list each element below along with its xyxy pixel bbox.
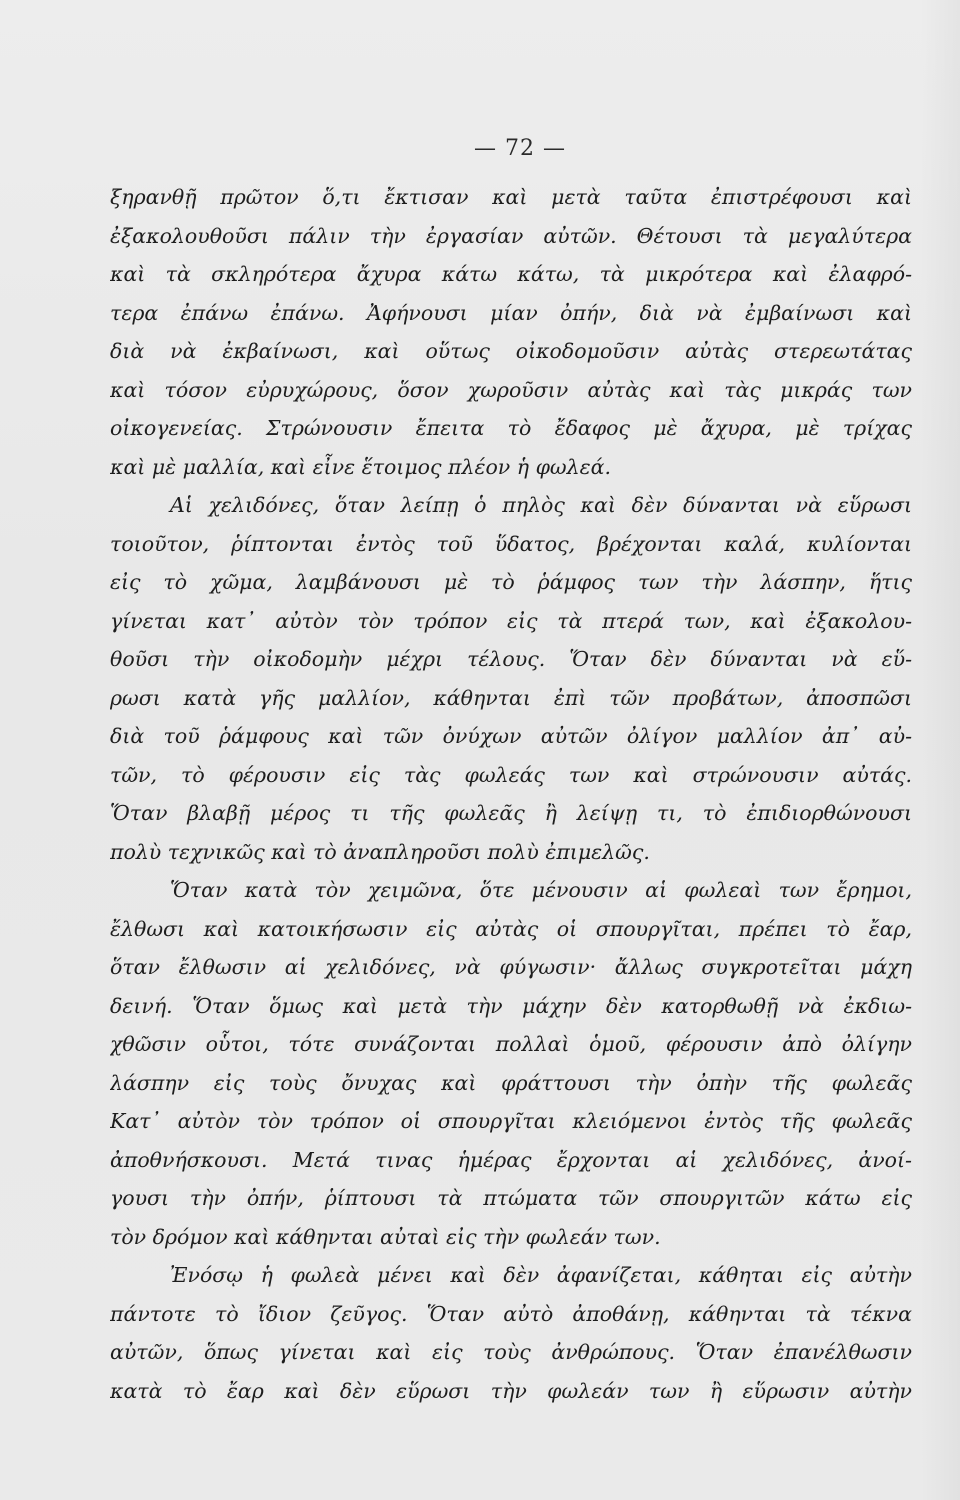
text-line: Ὅταν βλαβῇ μέρος τι τῆς φωλεᾶς ἢ λείψῃ τι, τὸ ἐπιδιορθώνουσι (110, 801, 912, 825)
text-line: πολὺ τεχνικῶς καὶ τὸ ἀναπληροῦσι πολὺ ἐπιμελῶς. (110, 839, 650, 864)
text-line: διὰ νὰ ἐκβαίνωσι, καὶ οὕτως οἰκοδομοῦσιν αὐτὰς στερεωτάτας (110, 339, 912, 363)
text-line: διὰ τοῦ ῥάμφους καὶ τῶν ὀνύχων αὐτῶν ὀλίγον μαλλίον ἀπ᾽ αὐ- (110, 724, 912, 748)
text-line: γίνεται κατ᾽ αὐτὸν τὸν τρόπον εἰς τὰ πτερά των, καὶ ἐξακολου- (110, 608, 912, 633)
text-line: ἔλθωσι καὶ κατοικήσωσιν εἰς αὐτὰς οἱ σπουργῖται, πρέπει τὸ ἔαρ, (110, 916, 912, 941)
text-line: γουσι τὴν ὀπήν, ῥίπτουσι τὰ πτώματα τῶν σπουργιτῶν κάτω εἰς (110, 1186, 912, 1210)
text-line: αὐτῶν, ὅπως γίνεται καὶ εἰς τοὺς ἀνθρώπους. Ὅταν ἐπανέλθωσιν (110, 1340, 912, 1364)
text-line: τὸν δρόμον καὶ κάθηνται αὐταὶ εἰς τὴν φωλεάν των. (110, 1224, 661, 1249)
paragraph-4 (110, 1256, 912, 1410)
page-number: — 72 — (474, 136, 566, 161)
text-line: καὶ μὲ μαλλία, καὶ εἶνε ἕτοιμος πλέον ἡ φωλεά. (110, 454, 611, 479)
text-line: τερα ἐπάνω ἐπάνω. Ἀφήνουσι μίαν ὀπήν, διὰ νὰ ἐμβαίνωσι καὶ (110, 300, 912, 325)
text-line: ἀποθνήσκουσι. Μετά τινας ἡμέρας ἔρχονται αἱ χελιδόνες, ἀνοί- (110, 1147, 912, 1172)
text-line: λάσπην εἰς τοὺς ὄνυχας καὶ φράττουσι τὴν ὀπὴν τῆς φωλεᾶς (110, 1070, 912, 1095)
scan-edge-shade (920, 0, 960, 1500)
text-line: Ἐνόσῳ ἡ φωλεὰ μένει καὶ δὲν ἀφανίζεται, κάθηται εἰς αὐτὴν (170, 1263, 912, 1287)
text-line: τῶν, τὸ φέρουσιν εἰς τὰς φωλεάς των καὶ στρώνουσιν αὐτάς. (110, 762, 912, 787)
text-line: ρωσι κατὰ γῆς μαλλίον, κάθηνται ἐπὶ τῶν προβάτων, ἀποσπῶσι (110, 685, 912, 710)
text-line: Αἱ χελιδόνες, ὅταν λείπῃ ὁ πηλὸς καὶ δὲν δύνανται νὰ εὕρωσι (170, 493, 912, 517)
text-line: καὶ τὰ σκληρότερα ἄχυρα κάτω κάτω, τὰ μικρότερα καὶ ἐλαφρό- (110, 262, 912, 286)
paragraph-3 (110, 871, 912, 1256)
text-line: δεινή. Ὅταν ὅμως καὶ μετὰ τὴν μάχην δὲν κατορθωθῇ νὰ ἐκδιω- (110, 993, 912, 1018)
text-line: πάντοτε τὸ ἴδιον ζεῦγος. Ὅταν αὐτὸ ἀποθάνῃ, κάθηνται τὰ τέκνα (110, 1301, 912, 1326)
body-text (110, 178, 912, 1410)
text-line: ἐξακολουθοῦσι πάλιν τὴν ἐργασίαν αὐτῶν. Θέτουσι τὰ μεγαλύτερα (110, 223, 912, 248)
text-line: τοιοῦτον, ῥίπτονται ἐντὸς τοῦ ὕδατος, βρέχονται καλά, κυλίονται (110, 531, 912, 556)
text-line: Κατ᾽ αὐτὸν τὸν τρόπον οἱ σπουργῖται κλειόμενοι ἐντὸς τῆς φωλεᾶς (110, 1109, 912, 1133)
text-line: χθῶσιν οὗτοι, τότε συνάζονται πολλαὶ ὁμοῦ, φέρουσιν ἀπὸ ὀλίγην (110, 1032, 912, 1056)
text-line: ὅταν ἔλθωσιν αἱ χελιδόνες, νὰ φύγωσιν· ἄλλως συγκροτεῖται μάχη (110, 955, 912, 979)
text-line: ξηρανθῇ πρῶτον ὅ,τι ἔκτισαν καὶ μετὰ ταῦτα ἐπιστρέφουσι καὶ (110, 185, 912, 209)
paragraph-1 (110, 178, 912, 486)
paragraph-2 (110, 486, 912, 871)
text-line: θοῦσι τὴν οἰκοδομὴν μέχρι τέλους. Ὅταν δὲν δύνανται νὰ εὕ- (110, 647, 912, 671)
text-line: κατὰ τὸ ἔαρ καὶ δὲν εὕρωσι τὴν φωλεάν των ἢ εὕρωσιν αὐτὴν (110, 1378, 912, 1403)
text-line: Ὅταν κατὰ τὸν χειμῶνα, ὅτε μένουσιν αἱ φωλεαὶ των ἔρημοι, (170, 878, 912, 902)
text-line: καὶ τόσον εὐρυχώρους, ὅσον χωροῦσιν αὐτὰς καὶ τὰς μικράς των (110, 377, 912, 402)
text-line: οἰκογενείας. Στρώνουσιν ἔπειτα τὸ ἔδαφος μὲ ἄχυρα, μὲ τρίχας (110, 416, 912, 440)
text-line: εἰς τὸ χῶμα, λαμβάνουσι μὲ τὸ ῥάμφος των τὴν λάσπην, ἥτις (110, 570, 912, 594)
